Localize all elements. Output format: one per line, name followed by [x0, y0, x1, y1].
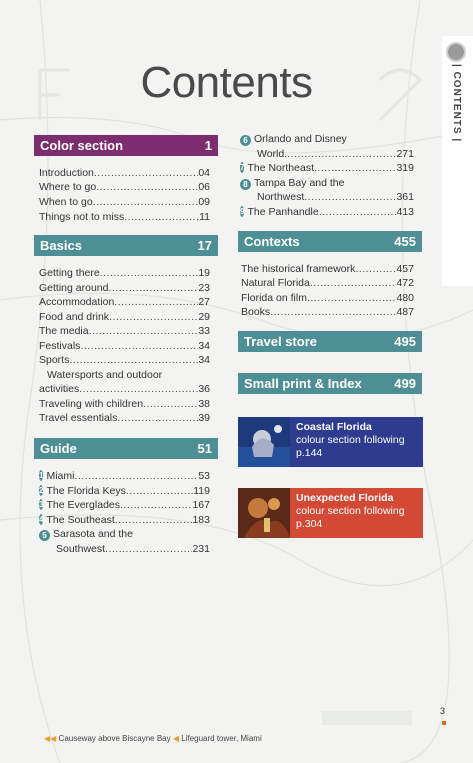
- toc-entry[interactable]: 3 The Everglades ..... 167: [39, 499, 210, 511]
- color-section-card-coastal[interactable]: [238, 417, 423, 467]
- section-header-label: Small print & Index: [244, 376, 362, 391]
- unexpected-photo-thumbnail: [238, 488, 290, 538]
- color-section-card-unexpected[interactable]: [238, 488, 423, 538]
- toc-entry[interactable]: 4 The Southeast ..... 183: [39, 514, 210, 526]
- card-title: Coastal Florida: [296, 421, 372, 433]
- toc-entry-line1: Watersports and outdoor: [47, 369, 163, 381]
- section-header-basics[interactable]: [34, 235, 218, 256]
- toc-entry[interactable]: Getting around ..... 23: [39, 282, 210, 294]
- toc-entry[interactable]: Northwest ..... 361: [257, 191, 414, 203]
- toc-entry[interactable]: Food and drink ..... 29: [39, 311, 210, 323]
- toc-entry[interactable]: Southwest ..... 231: [56, 543, 210, 555]
- toc-entry[interactable]: 1 Miami ..... 53: [39, 470, 210, 482]
- chapter-number-badge: 8: [240, 179, 251, 190]
- toc-entry[interactable]: Festivals ..... 34: [39, 340, 210, 352]
- toc-entry[interactable]: Accommodation ..... 27: [39, 296, 210, 308]
- caption-text-1: Causeway above Biscayne Bay: [58, 734, 171, 743]
- toc-entry[interactable]: Traveling with children ..... 38: [39, 398, 210, 410]
- card-subtitle: colour section following: [296, 434, 405, 446]
- section-header-travel-store[interactable]: [238, 331, 422, 352]
- card-subtitle: colour section following: [296, 505, 405, 517]
- toc-entry[interactable]: The historical framework ..... 457: [241, 263, 414, 275]
- toc-entry[interactable]: When to go ..... 09: [39, 196, 210, 208]
- section-header-page: 495: [394, 334, 416, 349]
- page-title: Contents: [140, 58, 313, 107]
- section-header-label: Contexts: [244, 234, 300, 249]
- side-tab-label: | CONTENTS |: [451, 64, 462, 143]
- chapter-number-badge: 1: [39, 471, 44, 480]
- card-page: p.144: [296, 447, 323, 459]
- section-header-page: 455: [394, 234, 416, 249]
- section-header-page: 17: [197, 238, 212, 253]
- section-header-page: 1: [204, 138, 212, 153]
- toc-entry[interactable]: Travel essentials ..... 39: [39, 412, 210, 424]
- section-header-page: 499: [394, 376, 416, 391]
- caption-arrow-icon: ◀: [172, 734, 179, 743]
- circle-icon: [446, 42, 466, 62]
- section-header-color[interactable]: [34, 135, 218, 156]
- toc-entry[interactable]: 9 The Panhandle ..... 413: [240, 206, 414, 218]
- chapter-number-badge: 3: [39, 500, 44, 509]
- toc-entry[interactable]: 2 The Florida Keys ..... 119: [39, 485, 210, 497]
- toc-entry[interactable]: Natural Florida ..... 472: [241, 277, 414, 289]
- map-stamp: [322, 711, 412, 725]
- chapter-number-badge: 5: [39, 530, 50, 541]
- toc-entry-line1: 8 Tampa Bay and the: [240, 177, 344, 190]
- toc-entry[interactable]: Things not to miss ..... 11: [39, 211, 210, 223]
- chapter-number-badge: 9: [240, 207, 245, 216]
- toc-entry[interactable]: Sports ..... 34: [39, 354, 210, 366]
- chapter-number-badge: 4: [39, 515, 44, 524]
- chapter-number-badge: 6: [240, 135, 251, 146]
- section-header-page: 51: [197, 441, 212, 456]
- section-header-label: Guide: [40, 441, 77, 456]
- section-header-label: Basics: [40, 238, 82, 253]
- page-number: 3: [440, 706, 446, 716]
- coastal-photo-thumbnail: [238, 417, 290, 467]
- section-header-small-print[interactable]: [238, 373, 422, 394]
- section-header-contexts[interactable]: [238, 231, 422, 252]
- toc-entry[interactable]: Books ..... 487: [241, 306, 414, 318]
- toc-entry[interactable]: World. ..... 271: [257, 148, 414, 160]
- caption-arrows-icon: ◀◀: [44, 734, 57, 743]
- toc-entry[interactable]: activities ..... 36: [39, 383, 210, 395]
- toc-entry[interactable]: Getting there ..... 19: [39, 267, 210, 279]
- chapter-number-badge: 7: [240, 163, 245, 172]
- toc-entry[interactable]: The media ..... 33: [39, 325, 210, 337]
- photo-caption: [44, 734, 262, 743]
- card-page: p.304: [296, 518, 323, 530]
- page-marker: [442, 721, 446, 725]
- toc-entry[interactable]: Florida on film ..... 480: [241, 292, 414, 304]
- section-header-label: Travel store: [244, 334, 317, 349]
- section-header-label: Color section: [40, 138, 124, 153]
- toc-entry-line1: 5 Sarasota and the: [39, 528, 133, 541]
- toc-entry[interactable]: Where to go ..... 06: [39, 181, 210, 193]
- section-header-guide[interactable]: [34, 438, 218, 459]
- toc-entry[interactable]: 7 The Northeast ..... 319: [240, 162, 414, 174]
- caption-text-2: Lifeguard tower, Miami: [181, 734, 262, 743]
- card-title: Unexpected Florida: [296, 492, 394, 504]
- side-tab: [442, 36, 473, 286]
- chapter-number-badge: 2: [39, 486, 44, 495]
- toc-entry[interactable]: Introduction ..... 04: [39, 167, 210, 179]
- toc-entry-line1: 6 Orlando and Disney: [240, 133, 347, 146]
